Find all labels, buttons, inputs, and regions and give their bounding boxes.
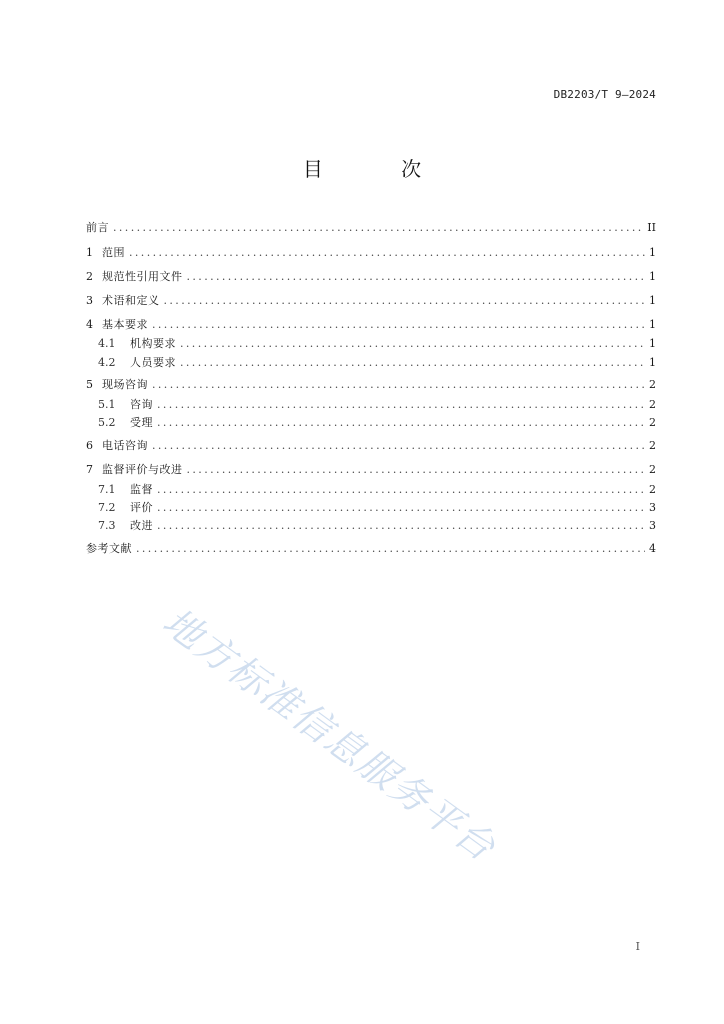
toc-entry-page: II xyxy=(647,221,656,234)
toc-entry-label: 规范性引用文件 xyxy=(102,270,183,283)
toc-entry-label: 现场咨询 xyxy=(102,378,148,391)
toc-entry-number: 4.1 xyxy=(98,337,116,350)
toc-entry-label: 前言 xyxy=(86,221,109,234)
toc-entry-page: 1 xyxy=(649,246,656,259)
toc-entry-number: 5.2 xyxy=(98,416,116,429)
toc-entry-5-2[interactable] xyxy=(98,415,656,431)
toc-entry-page: 1 xyxy=(649,270,656,283)
toc-entry-page: 1 xyxy=(649,356,656,369)
toc-entry-label: 咨询 xyxy=(130,398,153,411)
document-code: DB2203/T 9—2024 xyxy=(553,88,656,101)
toc-entry-references[interactable] xyxy=(86,541,656,557)
toc-leader-dots xyxy=(152,377,645,393)
toc-entry-label: 监督 xyxy=(130,483,153,496)
toc-entry-label: 受理 xyxy=(130,416,153,429)
toc-leader-dots xyxy=(180,355,645,371)
toc-entry-label: 范围 xyxy=(102,246,125,259)
toc-leader-dots xyxy=(113,220,643,236)
toc-entry-label: 改进 xyxy=(130,519,153,532)
toc-entry-7-3[interactable] xyxy=(98,518,656,534)
toc-entry-page: 2 xyxy=(649,439,656,452)
toc-entry-4[interactable] xyxy=(86,317,656,333)
page-number: I xyxy=(635,940,640,953)
toc-entry-label: 评价 xyxy=(130,501,153,514)
toc-leader-dots xyxy=(129,245,645,261)
toc-entry-2[interactable] xyxy=(86,269,656,285)
toc-entry-number: 2 xyxy=(86,270,93,283)
toc-entry-label: 人员要求 xyxy=(130,356,176,369)
toc-leader-dots xyxy=(157,482,645,498)
toc-leader-dots xyxy=(187,269,646,285)
page-title: 目 次 xyxy=(302,157,458,181)
toc-entry-6[interactable] xyxy=(86,438,656,454)
toc-entry-page: 2 xyxy=(649,416,656,429)
toc-entry-number: 5 xyxy=(86,378,93,391)
toc-leader-dots xyxy=(157,518,645,534)
toc-entry-number: 7.1 xyxy=(98,483,116,496)
toc-entry-page: 2 xyxy=(649,398,656,411)
toc-entry-5-1[interactable] xyxy=(98,397,656,413)
toc-entry-number: 4 xyxy=(86,318,93,331)
toc-entry-7[interactable] xyxy=(86,462,656,478)
toc-entry-page: 3 xyxy=(649,501,656,514)
toc-entry-page: 2 xyxy=(649,463,656,476)
toc-entry-foreword[interactable] xyxy=(86,220,656,236)
toc-leader-dots xyxy=(152,317,645,333)
toc-leader-dots xyxy=(187,462,646,478)
toc-entry-label: 监督评价与改进 xyxy=(102,463,183,476)
toc-entry-label: 术语和定义 xyxy=(102,294,160,307)
table-of-contents xyxy=(86,0,656,1024)
toc-entry-page: 2 xyxy=(649,483,656,496)
toc-entry-4-1[interactable] xyxy=(98,336,656,352)
toc-entry-page: 1 xyxy=(649,294,656,307)
toc-entry-page: 4 xyxy=(649,542,656,555)
toc-entry-number: 3 xyxy=(86,294,93,307)
toc-leader-dots xyxy=(157,500,645,516)
toc-entry-number: 7.2 xyxy=(98,501,116,514)
toc-entry-number: 5.1 xyxy=(98,398,116,411)
toc-leader-dots xyxy=(157,397,645,413)
toc-entry-4-2[interactable] xyxy=(98,355,656,371)
toc-entry-label: 电话咨询 xyxy=(102,439,148,452)
toc-entry-number: 6 xyxy=(86,439,93,452)
watermark: 地方标准信息服务平台 xyxy=(154,599,505,871)
toc-entry-number: 1 xyxy=(86,246,93,259)
toc-entry-3[interactable] xyxy=(86,293,656,309)
toc-entry-label: 基本要求 xyxy=(102,318,148,331)
toc-entry-number: 7.3 xyxy=(98,519,116,532)
toc-leader-dots xyxy=(180,336,645,352)
toc-entry-number: 7 xyxy=(86,463,93,476)
toc-entry-label: 机构要求 xyxy=(130,337,176,350)
toc-entry-7-2[interactable] xyxy=(98,500,656,516)
toc-leader-dots xyxy=(136,541,645,557)
toc-entry-number: 4.2 xyxy=(98,356,116,369)
toc-entry-1[interactable] xyxy=(86,245,656,261)
toc-entry-page: 1 xyxy=(649,337,656,350)
toc-entry-page: 3 xyxy=(649,519,656,532)
toc-entry-7-1[interactable] xyxy=(98,482,656,498)
toc-leader-dots xyxy=(152,438,645,454)
toc-entry-label: 参考文献 xyxy=(86,542,132,555)
toc-leader-dots xyxy=(164,293,646,309)
toc-leader-dots xyxy=(157,415,645,431)
toc-entry-page: 1 xyxy=(649,318,656,331)
toc-entry-page: 2 xyxy=(649,378,656,391)
toc-entry-5[interactable] xyxy=(86,377,656,393)
